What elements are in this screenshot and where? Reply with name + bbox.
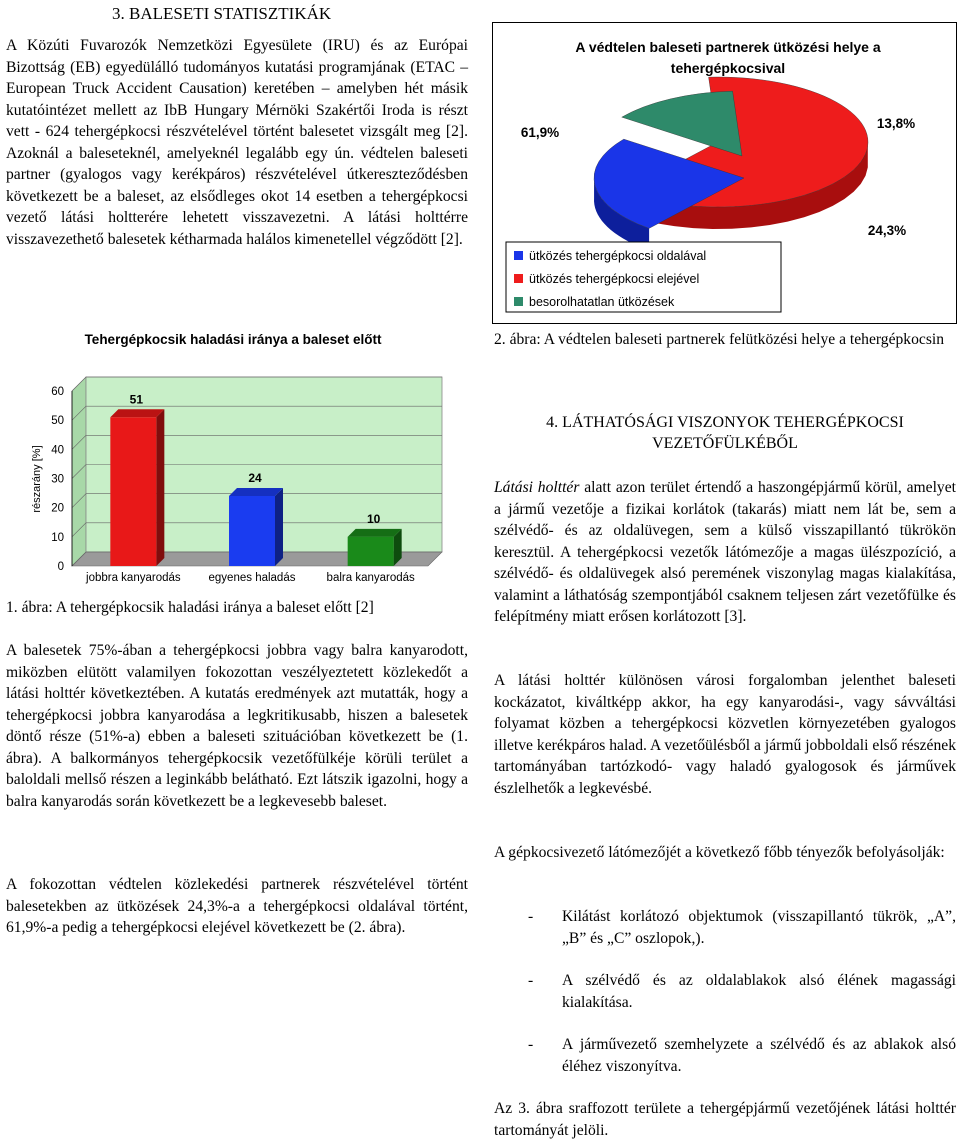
pie-chart <box>492 22 957 324</box>
bullet-text: A szélvédő és az oldalablakok alsó élének magassági kialakítása. <box>562 972 956 1011</box>
pie-chart-title-line2: tehergépkocsival <box>670 60 786 76</box>
legend-label-front: ütközés tehergépkocsi elejével <box>529 272 700 286</box>
bar-value-label: 24 <box>248 471 262 485</box>
bar-chart-ylabel: részarány [%] <box>31 445 43 513</box>
bar-chart-ytick-label: 50 <box>51 415 64 428</box>
right-paragraph-1-text: alatt azon terület értendő a haszongépjármű körül, amelyet a jármű vezetője a fizikai korlátok (takarás) miatt nem lát be, sem a szélvédő- és az oldalüvegen, sem a külső visszapillantó tükrökön keresztül. A tehergépkocsi vezetők látómezője a magas ülészpozíció, a szélvédő- és oldalüvegek alsó peremének viszonylag magas kialakítása, valamint a láthatóság szempontjából csaknem teljesen zárt vezetőfülke és felépítmény miatt erősen korlátozott [3]. <box>494 479 956 625</box>
bar-value-label: 10 <box>366 511 381 526</box>
right-paragraph-2: A látási holttér különösen városi forgalomban jelenthet baleseti kockázatot, kiváltképp akkor, ha egy kanyarodási-, vagy sávváltási folyamat közben a tehergépkocsi közvetlen környezetében gyalogos illetve kerékpáros halad. A vezetőülésből a jármű jobboldali első részének tartományában tartózkodó- vagy haladó gyalogosok és járművek észlelhetők a legkevésbé. <box>494 672 956 797</box>
bar-top <box>110 409 164 417</box>
bar-category-label: egyenes haladás <box>208 572 296 584</box>
bullet-dash: - <box>528 1036 534 1053</box>
bar <box>110 417 156 566</box>
left-paragraph-2: A balesetek 75%-ában a tehergépkocsi jobbra vagy balra kanyarodott, miközben elütött valamilyen fokozottan veszélyeztetett közlekedőt a látási holttér következtében. A kutatás eredmények azt mutatták, hogy a tehergépkocsi jobbra kanyarodása a legkritikusabb, hiszen a balesetek döntő része (51%-a) ebben a baleseti szituációban következett be (1. ábra). A balkormányos tehergépkocsik vezetőfülkéje körüli terület a baloldali mellső részen a leginkább belátható. Ezt látszik igazolni, hogy a balra kanyarodás során következett be a legkevesebb baleset. <box>6 642 468 810</box>
pie-chart-title-line1: A védtelen baleseti partnerek ütközési helye a <box>575 39 881 55</box>
legend-swatch-front <box>514 274 523 283</box>
bar-chart-ytick-label: 20 <box>51 502 64 515</box>
pie-chart-legend <box>506 242 781 312</box>
section-heading-4-line1: 4. LÁTHATÓSÁGI VISZONYOK TEHERGÉPKOCSI <box>546 414 904 431</box>
left-paragraph-3: A fokozottan védtelen közlekedési partnerek részvételével történt balesetekben az ütközések 24,3%-a a tehergépkocsi oldalával történt, 61,9%-a pedig a tehergépkocsi elejével következett be (2. ábra). <box>6 876 468 936</box>
bar-chart-title: Tehergépkocsik haladási iránya a baleset előtt <box>84 332 382 347</box>
pie-slice-label: 61,9% <box>520 125 560 140</box>
bar-top <box>348 529 402 537</box>
bar-top <box>229 488 283 496</box>
bar-side <box>156 409 164 566</box>
figure-1-caption: 1. ábra: A tehergépkocsik haladási iránya a baleset előtt [2] <box>6 599 374 616</box>
bullet-item-2 <box>528 970 956 1014</box>
bar <box>348 537 394 566</box>
legend-swatch-unclassified <box>514 297 523 306</box>
bar-chart-ytick-label: 60 <box>51 386 64 398</box>
bullet-text: Kilátást korlátozó objektumok (visszapillantó tükrök, „A”, „B” és „C” oszlopok,). <box>562 908 956 947</box>
legend-label-unclassified: besorolhatatlan ütközések <box>529 295 675 309</box>
bar-side <box>275 488 283 566</box>
bullet-item-3 <box>528 1034 956 1078</box>
bar <box>229 496 275 566</box>
bar-chart-ytick-label: 30 <box>51 473 64 486</box>
bar-value-label: 51 <box>129 392 144 407</box>
bullet-text: A járművezető szemhelyzete a szélvédő és az ablakok alsó éléhez viszonyítva. <box>562 1036 956 1075</box>
bar-chart-ytick-label: 10 <box>51 531 64 544</box>
section-heading-4 <box>494 412 956 454</box>
right-paragraph-1 <box>494 477 956 628</box>
figure-2-caption: 2. ábra: A védtelen baleseti partnerek felütközési helye a tehergépkocsin <box>494 331 945 348</box>
pie-slice-label: 13,8% <box>876 116 916 131</box>
left-paragraph-1: A Közúti Fuvarozók Nemzetközi Egyesülete (IRU) és az Európai Bizottság (EB) egyedülálló tudományos kutatási programjának (ETAC – European Truck Accident Causation) keretében – amelyben hét másik kutatóintézet mellett az IbB Hungary Mérnöki Szakértői Iroda is részt vett - 624 tehergépkocsi részvételével történt balesetet vizsgált meg [2]. Azoknál a baleseteknél, amelyeknél legalább egy ún. védtelen baleseti partner (gyalogos vagy kerékpáros) részvételével útkereszteződésben következett be a baleset, az elsődleges okot 14 esetben a tehergépkocsi vezető látási holtterére lehetett visszavezetni. A látási holttérre visszavezethető balesetek kétharmada halálos kimenetellel végződött [2]. <box>6 37 468 248</box>
bullet-dash: - <box>528 908 534 925</box>
section-heading-3: 3. BALESETI STATISZTIKÁK <box>112 4 332 23</box>
pie-slice-label: 24,3% <box>867 223 907 238</box>
bar-chart <box>20 322 460 592</box>
section-heading-4-line2: VEZETŐFÜLKÉBŐL <box>652 435 798 452</box>
bar-chart-ytick-label: 0 <box>57 561 64 573</box>
bar-category-label: balra kanyarodás <box>326 572 415 584</box>
bar-chart-ytick-label: 40 <box>51 444 64 457</box>
bullet-item-1 <box>528 906 956 950</box>
bar-category-label: jobbra kanyarodás <box>86 572 181 584</box>
legend-swatch-side <box>514 251 523 260</box>
right-paragraph-3: A gépkocsivezető látómezőjét a következő főbb tényezők befolyásolják: <box>494 844 945 861</box>
right-paragraph-4: Az 3. ábra sraffozott területe a tehergépjármű vezetőjének látási holttér tartományát jelöli. <box>494 1100 956 1139</box>
bar-chart-plot-area <box>51 377 442 584</box>
legend-label-side: ütközés tehergépkocsi oldalával <box>529 249 707 263</box>
term-latasi-holtter: Látási holttér <box>494 479 580 496</box>
bullet-dash: - <box>528 972 534 989</box>
